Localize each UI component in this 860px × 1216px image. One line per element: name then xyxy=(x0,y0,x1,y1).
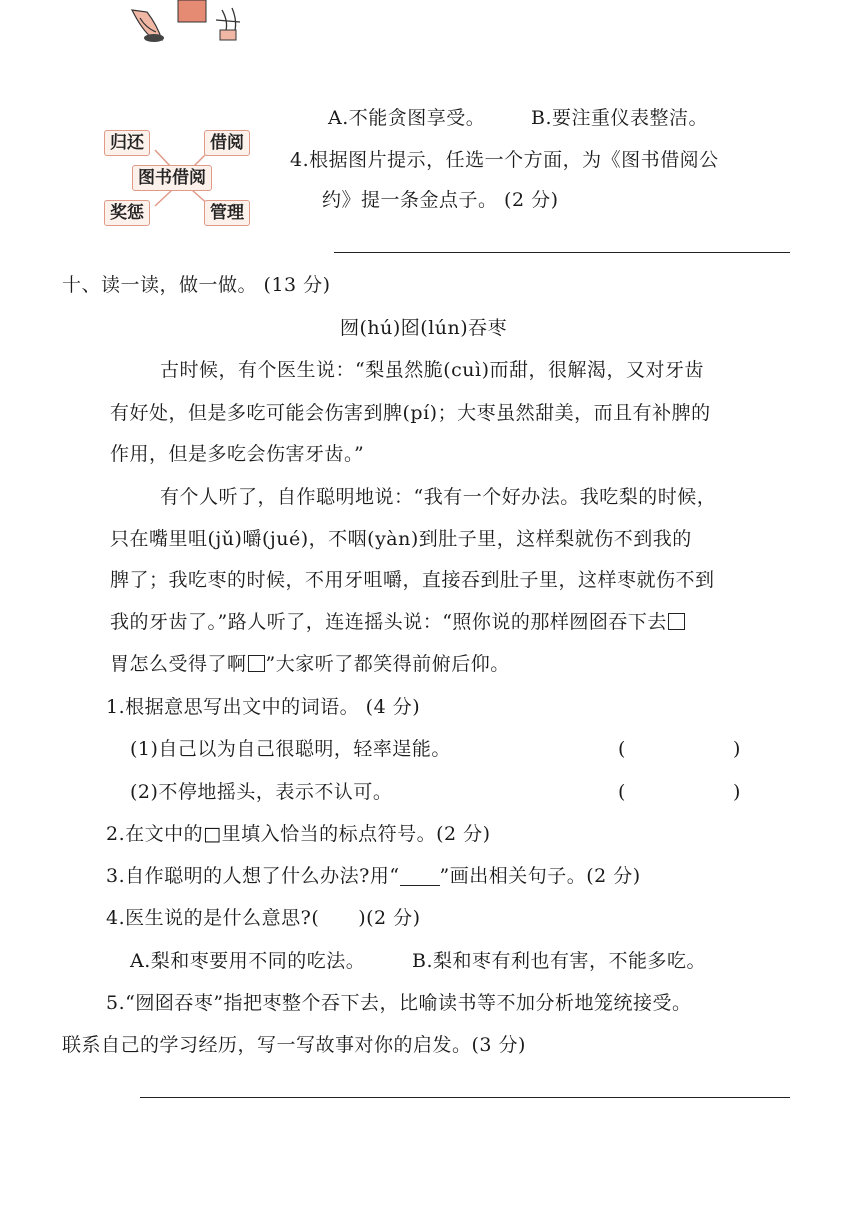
option-b: B.要注重仪表整洁。 xyxy=(531,107,709,129)
question-5-line1: 5.“囫囵吞枣”指把枣整个吞下去，比喻读书等不加分析地笼统接受。 xyxy=(106,992,692,1014)
question-3 xyxy=(106,864,641,888)
question-1-2: (2)不停地摇头，表示不认可。 xyxy=(130,781,393,803)
answer-paren-open-2[interactable]: ( xyxy=(618,781,626,803)
diagram-label-return: 归还 xyxy=(104,130,150,156)
question-3-text-a: 3.自作聪明的人想了什么办法?用“ xyxy=(106,865,400,887)
q4-line2: 约》提一条金点子。 (2 分) xyxy=(322,189,559,211)
punctuation-box-2[interactable] xyxy=(248,655,265,672)
passage-title: 囫(hú)囵(lún)吞枣 xyxy=(340,317,508,339)
p2-line5-text-a: 胃怎么受得了啊 xyxy=(110,653,247,675)
p1-line1: 古时候，有个医生说：“梨虽然脆(cuì)而甜，很解渴，又对牙齿 xyxy=(160,359,704,381)
p2-line4-text: 我的牙齿了。”路人听了，连连摇头说：“照你说的那样囫囵吞下去 xyxy=(110,611,667,633)
diagram-label-borrow: 借阅 xyxy=(204,130,250,156)
p2-line5-text-b: ”大家听了都笑得前俯后仰。 xyxy=(265,653,510,675)
question-3-text-b: ”画出相关句子。(2 分) xyxy=(439,865,641,887)
p1-line3: 作用，但是多吃会伤害牙齿。” xyxy=(110,443,365,465)
section-heading: 十、读一读，做一做。 (13 分) xyxy=(62,274,331,296)
answer-paren-close-2: ) xyxy=(733,781,741,803)
diagram-label-center: 图书借阅 xyxy=(132,165,212,191)
question-2: 2.在文中的□里填入恰当的标点符号。(2 分) xyxy=(106,823,491,845)
answer-line-bottom[interactable] xyxy=(140,1097,790,1098)
diagram-label-manage: 管理 xyxy=(204,200,250,226)
underline-sample xyxy=(400,867,440,886)
question-4-option-a: A.梨和枣要用不同的吃法。 xyxy=(130,950,366,972)
p2-line4 xyxy=(110,610,686,634)
p2-line3: 脾了；我吃枣的时候，不用牙咀嚼，直接吞到肚子里，这样枣就伤不到 xyxy=(110,569,715,591)
answer-paren-close-1: ) xyxy=(733,738,741,760)
question-1: 1.根据意思写出文中的词语。 (4 分) xyxy=(106,696,421,718)
answer-line-top[interactable] xyxy=(334,252,790,253)
p2-line5 xyxy=(110,652,510,676)
question-4-option-b: B.梨和枣有利也有害，不能多吃。 xyxy=(412,950,707,972)
option-a: A.不能贪图享受。 xyxy=(328,107,486,129)
p1-line2: 有好处，但是多吃可能会伤害到脾(pí)；大枣虽然甜美，而且有补脾的 xyxy=(110,402,711,424)
cartoon-illustration xyxy=(112,0,272,48)
p2-line2: 只在嘴里咀(jǔ)嚼(jué)，不咽(yàn)到肚子里，这样梨就伤不到我的 xyxy=(110,528,692,550)
punctuation-box-1[interactable] xyxy=(668,613,685,630)
diagram-label-reward: 奖惩 xyxy=(104,200,150,226)
question-5-line2: 联系自己的学习经历，写一写故事对你的启发。(3 分) xyxy=(62,1034,526,1056)
q4-line1: 4.根据图片提示，任选一个方面，为《图书借阅公 xyxy=(290,149,719,171)
p2-line1: 有个人听了，自作聪明地说：“我有一个好办法。我吃梨的时候， xyxy=(160,486,717,508)
answer-paren-open-1[interactable]: ( xyxy=(618,738,626,760)
question-4: 4.医生说的是什么意思?( )(2 分) xyxy=(106,907,421,929)
question-1-1: (1)自己以为自己很聪明，轻率逞能。 xyxy=(130,738,451,760)
